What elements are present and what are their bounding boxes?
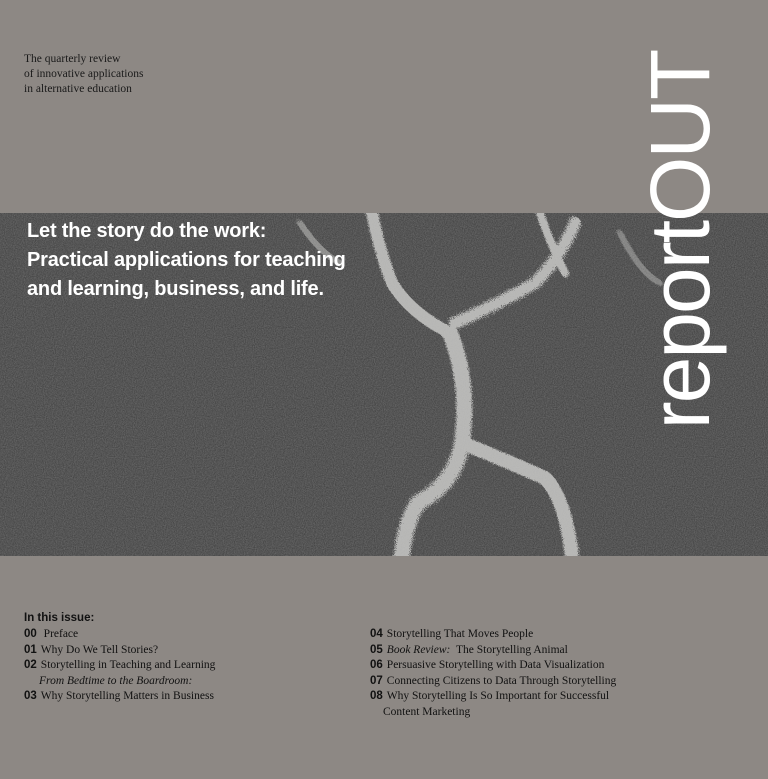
toc-number: 07 (370, 674, 383, 687)
masthead-out: OUT (633, 50, 727, 222)
toc-number: 00 (24, 628, 37, 640)
toc-number: 01 (24, 643, 37, 656)
toc-number: 05 (370, 643, 383, 656)
masthead-report: report (633, 221, 727, 430)
toc-number: 06 (370, 659, 383, 671)
cover-headline (27, 217, 346, 304)
toc-title: Storytelling That Moves People (386, 628, 534, 640)
headline-line: and learning, business, and life. (27, 278, 324, 300)
toc-item[interactable] (370, 689, 616, 705)
toc-title: Connecting Citizens to Data Through Storytelling (386, 674, 617, 687)
toc-item[interactable] (24, 658, 215, 674)
toc-item[interactable] (370, 643, 616, 659)
toc-title: Why Storytelling Matters in Business (40, 690, 214, 702)
toc-number: 02 (24, 659, 37, 671)
tagline-line: The quarterly review (24, 53, 121, 65)
toc-heading: In this issue: (24, 612, 95, 624)
toc-number: 04 (370, 628, 383, 640)
toc-title: Why Do We Tell Stories? (40, 643, 159, 656)
toc-title: Storytelling in Teaching and Learning (40, 659, 216, 671)
toc-title: Preface (43, 628, 79, 640)
toc-column-right (370, 627, 616, 720)
masthead-logo (633, 50, 727, 430)
headline-line: Let the story do the work: (27, 220, 267, 242)
toc-item[interactable] (370, 658, 616, 674)
toc-subtitle: From Bedtime to the Boardroom: (39, 674, 193, 687)
toc-column-left (24, 627, 215, 705)
toc-title: Persuasive Storytelling with Data Visualization (386, 659, 605, 671)
tagline (24, 52, 143, 97)
toc-number: 03 (24, 690, 37, 702)
toc-prefix: Book Review: (386, 643, 451, 656)
headline-line: Practical applications for teaching (27, 249, 346, 271)
toc-item[interactable] (370, 627, 616, 643)
tagline-line: of innovative applications (24, 68, 144, 80)
toc-item[interactable] (24, 689, 215, 705)
toc-item[interactable] (24, 627, 215, 643)
toc-item[interactable] (24, 643, 215, 659)
tagline-line: in alternative education (24, 83, 132, 95)
toc-title: Why Storytelling Is So Important for Successful (386, 690, 610, 702)
toc-title: The Storytelling Animal (456, 643, 568, 656)
toc-number: 08 (370, 690, 383, 702)
toc-title-continuation: Content Marketing (383, 705, 471, 718)
toc-item[interactable] (370, 674, 616, 690)
